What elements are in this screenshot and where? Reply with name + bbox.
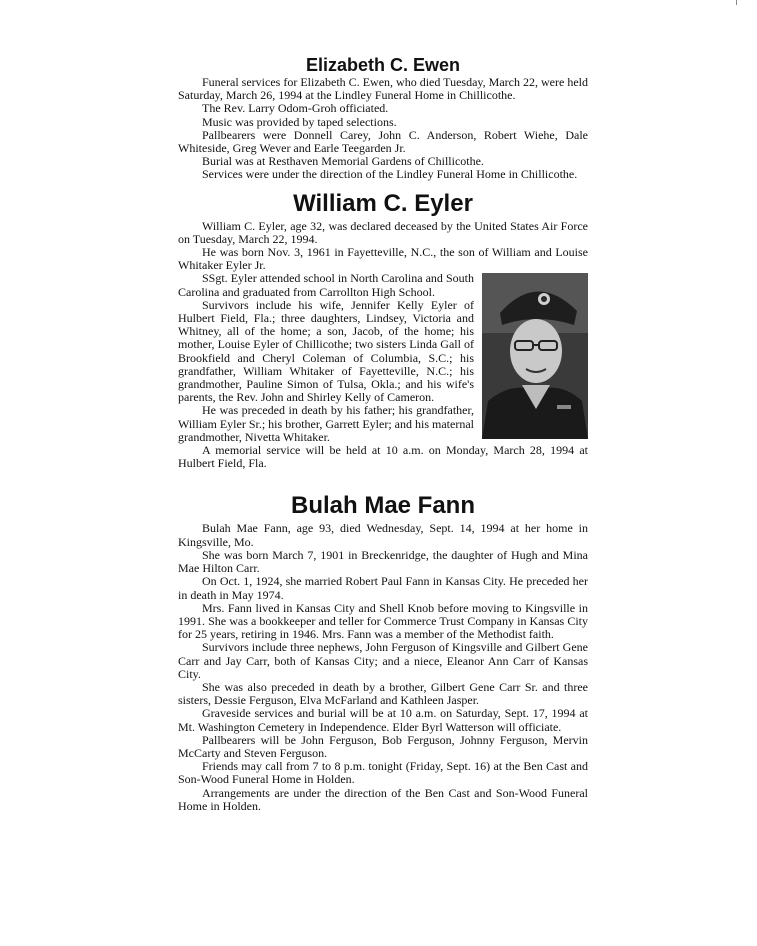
paragraph: SSgt. Eyler attended school in North Carolina and South Carolina and graduated from Carrollton High School. — [178, 271, 474, 299]
paragraph: William C. Eyler, age 32, was declared deceased by the United States Air Force on Tuesday, March 22, 1994. — [178, 218, 588, 246]
paragraph: Graveside services and burial will be at 10 a.m. on Saturday, Sept. 17, 1994 at Mt. Washington Cemetery in Independence. Elder Byrl Watterson will officiate. — [178, 706, 588, 734]
obituary-body-fann — [178, 522, 588, 812]
obituary-body-eyler — [178, 220, 588, 471]
paragraph: Funeral services for Elizabeth C. Ewen, who died Tuesday, March 22, were held Saturday, March 26, 1994 at the Lindley Funeral Home in Chillicothe. — [178, 75, 588, 103]
paragraph: The Rev. Larry Odom-Groh officiated. — [202, 101, 389, 116]
obituary-heading-fann: Bulah Mae Fann — [290, 492, 476, 520]
paragraph: Arrangements are under the direction of the Ben Cast and Son-Wood Funeral Home in Holden. — [178, 785, 588, 813]
paragraph: Music was provided by taped selections. — [202, 114, 397, 129]
paragraph: Bulah Mae Fann, age 93, died Wednesday, Sept. 14, 1994 at her home in Kingsville, Mo. — [178, 521, 588, 549]
paragraph: Services were under the direction of the Lindley Funeral Home in Chillicothe. — [202, 167, 578, 182]
paragraph: Pallbearers were Donnell Carey, John C. Anderson, Robert Wiehe, Dale Whiteside, Greg Wever and Earle Teegarden Jr. — [178, 127, 588, 156]
paragraph: She was born March 7, 1901 in Breckenridge, the daughter of Hugh and Mina Mae Hilton Carr. — [178, 547, 588, 576]
paragraph: Pallbearers will be John Ferguson, Bob Ferguson, Johnny Ferguson, Mervin McCarty and Steven Ferguson. — [178, 732, 588, 760]
obituary-body-ewen — [178, 76, 588, 182]
paragraph: He was preceded in death by his father; his grandfather, William Eyler Sr.; his brother, Garrett Eyler; and his maternal grandmother, Nivetta Whitaker. — [178, 403, 474, 444]
paragraph: Friends may call from 7 to 8 p.m. tonight (Friday, Sept. 16) at the Ben Cast and Son-Wood Funeral Home in Holden. — [178, 759, 588, 787]
paragraph: Survivors include his wife, Jennifer Kelly Eyler of Hulbert Field, Fla.; three daughters, Lindsey, Victoria and Whitney, all of the home; a son, Jacob, of the home; his mother, Louise Eyler of Chillicothe; two sisters Linda Gall of Brookfield and Cheryl Coleman of Columbia, S.C.; his grandfather, William Whitaker of Fayetteville, N.C.; his grandmother, Pauline Simon of Tulsa, Okla.; and his wife's parents, the Rev. John and Shirley Kelly of Cameron. — [178, 297, 474, 405]
obituary-heading-ewen: Elizabeth C. Ewen — [305, 55, 461, 75]
obituary-heading-eyler: William C. Eyler — [293, 189, 473, 217]
paragraph: Survivors include three nephews, John Ferguson of Kingsville and Gilbert Gene Carr and Jay Carr, both of Kansas City; and a niece, Eleanor Ann Carr of Kansas City. — [178, 640, 588, 681]
portrait-photo-icon — [482, 273, 588, 439]
paragraph: A memorial service will be held at 10 a.m. on Monday, March 28, 1994 at Hulbert Field, Fla. — [178, 443, 588, 471]
paragraph: Mrs. Fann lived in Kansas City and Shell Knob before moving to Kingsville in 1991. She was a bookkeeper and teller for Commerce Trust Company in Kansas City for 25 years, retiring in 1946. Mrs. Fann was a member of the Methodist faith. — [178, 600, 588, 642]
paragraph: On Oct. 1, 1924, she married Robert Paul Fann in Kansas City. He preceded her in death in May 1974. — [178, 574, 588, 602]
scan-mark — [736, 0, 737, 5]
obituary-page — [178, 52, 588, 813]
paragraph: He was born Nov. 3, 1961 in Fayetteville, N.C., the son of William and Louise Whitaker Eyler Jr. — [178, 245, 588, 273]
paragraph: Burial was at Resthaven Memorial Gardens of Chillicothe. — [202, 154, 484, 169]
paragraph: She was also preceded in death by a brother, Gilbert Gene Carr Sr. and three sisters, Dessie Ferguson, Elva McFarland and Kathleen Jasper. — [178, 679, 588, 708]
